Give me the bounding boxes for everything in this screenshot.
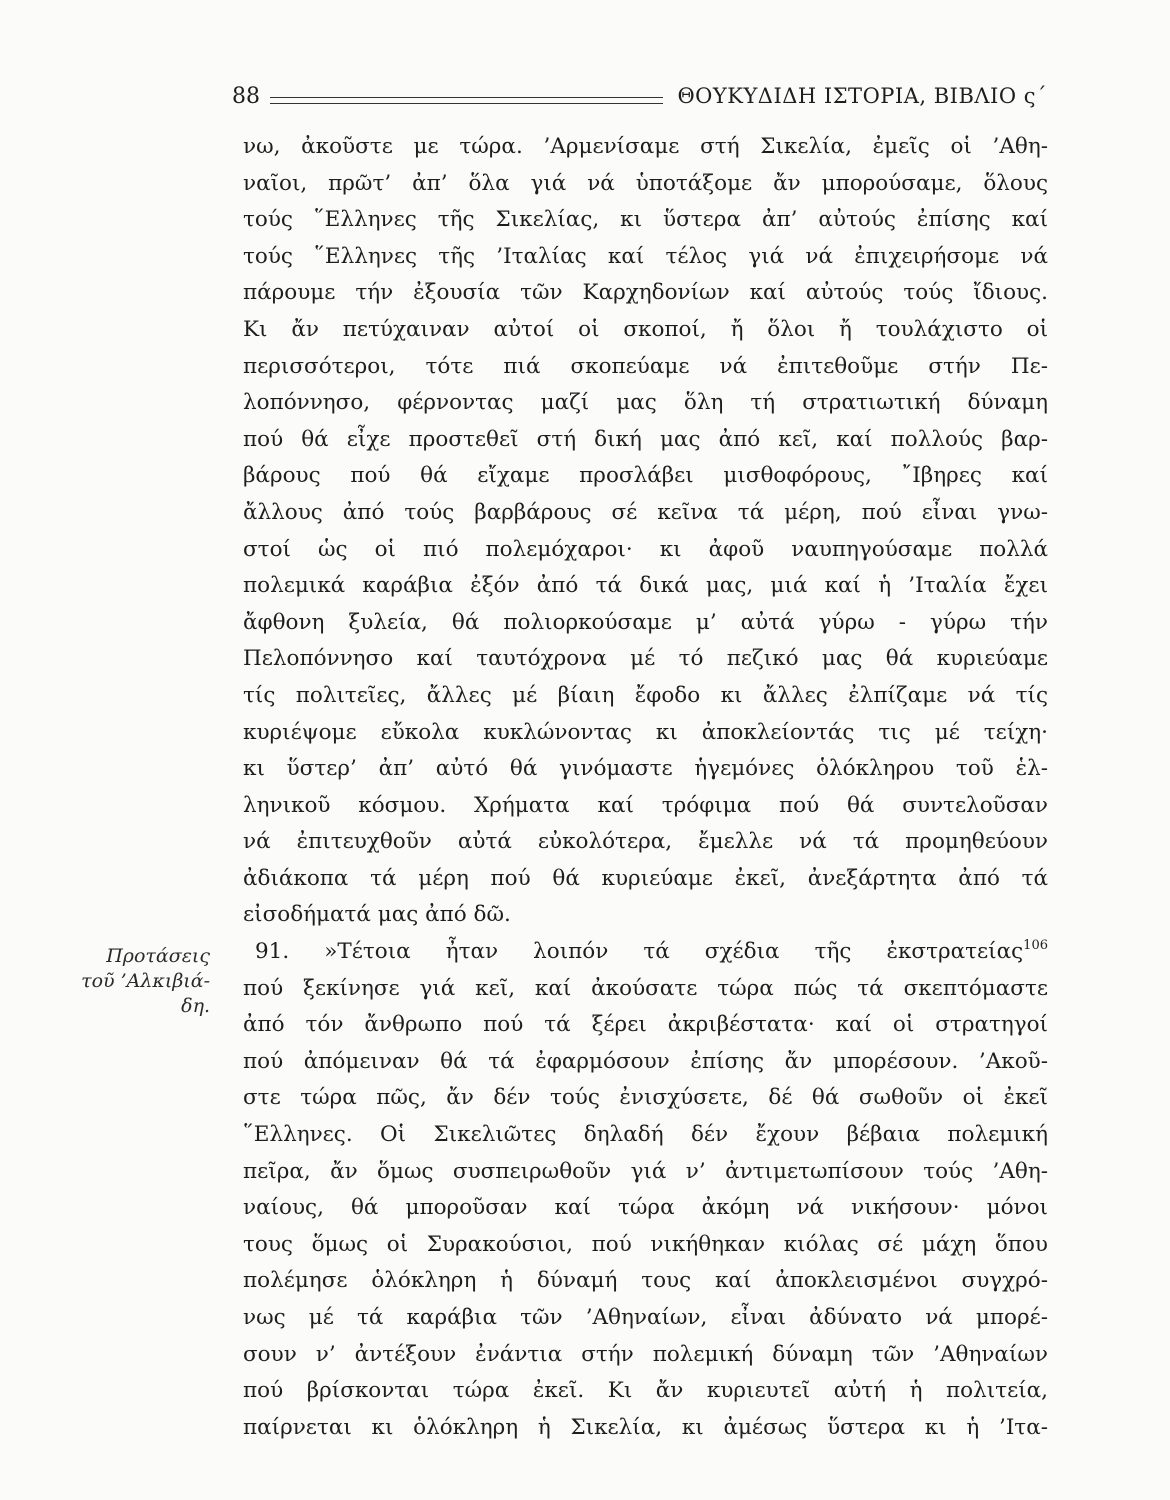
text-line: πολέμησε ὁλόκληρη ἡ δύναμή τους καί ἀποκλεισμένοι συγχρό- bbox=[243, 1268, 1048, 1294]
page-header bbox=[232, 80, 1047, 112]
margin-note-line: Προτάσεις bbox=[106, 945, 210, 967]
text-line: τούς ῞Ελληνες τῆς ’Ιταλίας καί τέλος γιά νά ἐπιχειρήσομε νά bbox=[243, 243, 1048, 269]
text-line: στοί ὡς οἱ πιό πολεμόχαροι· κι ἀφοῦ ναυπηγούσαμε πολλά bbox=[243, 536, 1048, 562]
margin-note-line: τοῦ ’Αλκιβιά- bbox=[81, 970, 210, 992]
text-line: τούς ῞Ελληνες τῆς Σικελίας, κι ὕστερα ἀπ’ αὐτούς ἐπίσης καί bbox=[243, 207, 1048, 233]
text-line: ἄλλους ἀπό τούς βαρβάρους σέ κεῖνα τά μέρη, πού εἶναι γνω- bbox=[243, 499, 1048, 525]
text-line: νως μέ τά καράβια τῶν ’Αθηναίων, εἶναι ἀδύνατο νά μπορέ- bbox=[243, 1305, 1048, 1330]
text-line: τίς πολιτεῖες, ἄλλες μέ βίαιη ἔφοδο κι ἄλλες ἐλπίζαμε νά τίς bbox=[243, 682, 1048, 708]
text-line: παίρνεται κι ὁλόκληρη ἡ Σικελία, κι ἀμέσως ὕστερα κι ἡ ’Ιτα- bbox=[243, 1414, 1048, 1440]
text-line: τους ὅμως οἱ Συρακούσιοι, πού νικήθηκαν κιόλας σέ μάχη ὅπου bbox=[243, 1231, 1048, 1257]
text-line: περισσότεροι, τότε πιά σκοπεύαμε νά ἐπιτεθοῦμε στήν Πε- bbox=[243, 353, 1048, 379]
text-line: ναίους, θά μποροῦσαν καί τώρα ἀκόμη νά νικήσουν· μόνοι bbox=[243, 1195, 1048, 1221]
text-line: ἀπό τόν ἄνθρωπο πού τά ξέρει ἀκριβέστατα· καί οἱ στρατηγοί bbox=[243, 1012, 1048, 1038]
text-line: πού ξεκίνησε γιά κεῖ, καί ἀκούσατε τώρα πώς τά σκεπτόμαστε bbox=[243, 975, 1048, 1001]
text-line: κι ὕστερ’ ἀπ’ αὐτό θά γινόμαστε ἡγεμόνες ὁλόκληρου τοῦ ἑλ- bbox=[243, 756, 1048, 782]
margin-note bbox=[80, 944, 210, 1019]
text-line: πού βρίσκονται τώρα ἐκεῖ. Κι ἄν κυριευτεῖ αὐτή ἡ πολιτεία, bbox=[243, 1378, 1048, 1404]
text-line: ἀδιάκοπα τά μέρη πού θά κυριεύαμε ἐκεῖ, ἀνεξάρτητα ἀπό τά bbox=[243, 865, 1048, 891]
text-line: Πελοπόννησο καί ταυτόχρονα μέ τό πεζικό μας θά κυριεύαμε bbox=[243, 646, 1048, 672]
text-line-content: 91. »Τέτοια ἦταν λοιπόν τά σχέδια τῆς ἐκστρατείας bbox=[255, 939, 1024, 965]
body-text bbox=[243, 129, 1048, 1446]
text-line: ναῖοι, πρῶτ’ ἀπ’ ὅλα γιά νά ὑποτάξομε ἄν μπορούσαμε, ὅλους bbox=[243, 170, 1048, 196]
text-line: ῞Ελληνες. Οἱ Σικελιῶτες δηλαδή δέν ἔχουν βέβαια πολεμική bbox=[243, 1122, 1048, 1148]
text-line: πολεμικά καράβια ἐξόν ἀπό τά δικά μας, μιά καί ἡ ’Ιταλία ἔχει bbox=[243, 573, 1048, 599]
text-line: νά ἐπιτευχθοῦν αὐτά εὐκολότερα, ἔμελλε νά τά προμηθεύουν bbox=[243, 829, 1048, 855]
text-line: πού θά εἶχε προστεθεῖ στή δική μας ἀπό κεῖ, καί πολλούς βαρ- bbox=[243, 426, 1048, 452]
text-line: πάρουμε τήν ἐξουσία τῶν Καρχηδονίων καί αὐτούς τούς ἴδιους. bbox=[243, 280, 1048, 306]
text-line: πεῖρα, ἄν ὅμως συσπειρωθοῦν γιά ν’ ἀντιμετωπίσουν τούς ’Αθη- bbox=[243, 1158, 1048, 1184]
text-line: πού ἀπόμειναν θά τά ἐφαρμόσουν ἐπίσης ἄν μπορέσουν. ’Ακοῦ- bbox=[243, 1048, 1048, 1074]
page-number: 88 bbox=[232, 83, 260, 109]
text-line bbox=[243, 934, 1048, 971]
header-rule bbox=[270, 97, 663, 104]
text-line: σουν ν’ ἀντέξουν ἐνάντια στήν πολεμική δύναμη τῶν ’Αθηναίων bbox=[243, 1341, 1048, 1367]
text-line: στε τώρα πῶς, ἄν δέν τούς ἐνισχύσετε, δέ θά σωθοῦν οἱ ἐκεῖ bbox=[243, 1085, 1048, 1111]
text-line: νω, ἀκοῦστε με τώρα. ’Αρμενίσαμε στή Σικελία, ἐμεῖς οἱ ’Αθη- bbox=[243, 134, 1048, 159]
text-line: ληνικοῦ κόσμου. Χρήματα καί τρόφιμα πού θά συντελοῦσαν bbox=[243, 792, 1048, 818]
text-line: βάρους πού θά εἴχαμε προσλάβει μισθοφόρους, ῎Ιβηρες καί bbox=[243, 463, 1048, 489]
margin-note-line: δη. bbox=[181, 995, 210, 1017]
footnote-reference: 106 bbox=[1023, 938, 1048, 954]
running-title: ΘΟΥΚΥΔΙΔΗ ΙΣΤΟΡΙΑ, ΒΙΒΛΙΟ ς´ bbox=[677, 84, 1047, 108]
text-line: λοπόννησο, φέρνοντας μαζί μας ὅλη τή στρατιωτική δύναμη bbox=[243, 390, 1048, 416]
text-line: κυριέψομε εὔκολα κυκλώνοντας κι ἀποκλείοντάς τις μέ τείχη· bbox=[243, 719, 1048, 745]
text-line: ἄφθονη ξυλεία, θά πολιορκούσαμε μ’ αὐτά γύρω - γύρω τήν bbox=[243, 609, 1048, 635]
text-line: Κι ἄν πετύχαιναν αὐτοί οἱ σκοποί, ἤ ὅλοι ἤ τουλάχιστο οἱ bbox=[243, 316, 1048, 342]
text-line: εἰσοδήματά μας ἀπό δῶ. bbox=[243, 902, 511, 928]
